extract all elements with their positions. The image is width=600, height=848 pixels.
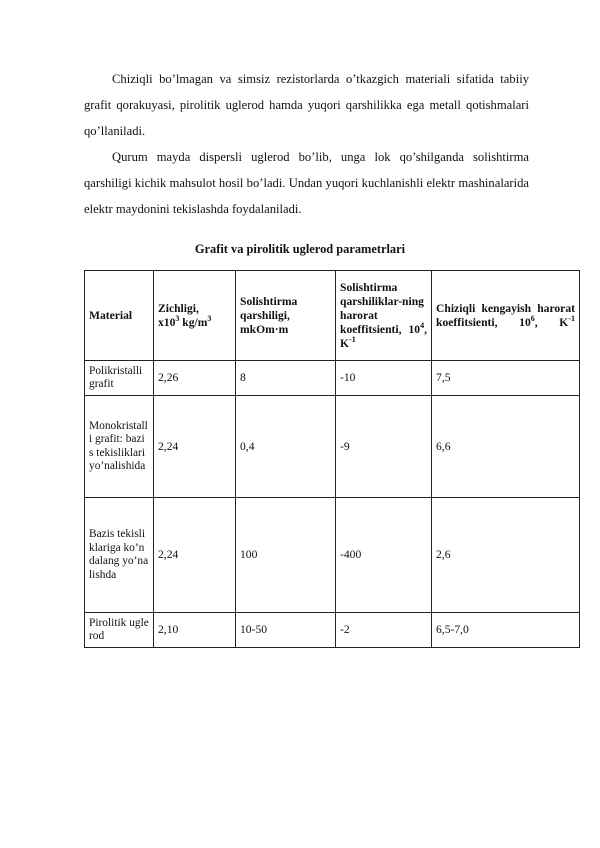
- header-temp-coef-unit-exp: 4: [420, 320, 425, 330]
- header-resistivity: Solishtirma qarshiligi, mkOm·m: [236, 271, 336, 361]
- header-density-unit-exp2: 3: [207, 313, 212, 323]
- header-temp-coef-unit-exp2: -1: [349, 334, 356, 344]
- cell-expansion: 6,6: [432, 396, 580, 498]
- header-density-unit-a: x10: [158, 315, 176, 329]
- header-density: [154, 271, 236, 361]
- table-header-row: [85, 271, 580, 361]
- cell-material: Polikristalli grafit: [85, 361, 154, 396]
- paragraph-1: [84, 66, 529, 144]
- paragraph-1-text: Chiziqli bo’lmagan va simsiz rezistorlarda o’tkazgich materiali sifatida tabiiy grafit qorakuyasi, pirolitik uglerod hamda yuqori qarshilikka ega metall qotishmalari qo’llaniladi.: [84, 72, 529, 138]
- paragraph-2-text: Qurum mayda dispersli uglerod bo’lib, unga lok qo’shilganda solishtirma qarshiligi kichik mahsulot hosil bo’ladi. Undan yuqori kuchlanishli elektr mashinalarida elektr maydonini tekislashda foydalaniladi.: [84, 150, 529, 216]
- cell-resistivity: 100: [236, 498, 336, 613]
- cell-density: 2,24: [154, 498, 236, 613]
- cell-expansion: 6,5-7,0: [432, 613, 580, 648]
- cell-resistivity: 0,4: [236, 396, 336, 498]
- cell-density: 2,26: [154, 361, 236, 396]
- cell-material: Monokristalli grafit: bazis tekisliklari yo’nalishida: [85, 396, 154, 498]
- cell-density: 2,10: [154, 613, 236, 648]
- cell-temp-coef: -10: [336, 361, 432, 396]
- header-expansion-unit-exp2: -1: [568, 313, 575, 323]
- header-expansion-unit-exp: 6: [530, 313, 535, 323]
- header-temp-coef-label: Solishtirma qarshiliklar-ning harorat koeffitsienti,: [340, 280, 424, 336]
- cell-temp-coef: -2: [336, 613, 432, 648]
- cell-temp-coef: -400: [336, 498, 432, 613]
- paragraph-2: [84, 144, 529, 222]
- header-expansion-unit-b: , K: [534, 315, 569, 329]
- cell-resistivity: 10-50: [236, 613, 336, 648]
- header-density-label: Zichligi,: [158, 301, 199, 315]
- table-title: Grafit va pirolitik uglerod parametrlari: [194, 242, 406, 256]
- table-row: [85, 361, 580, 396]
- header-density-unit-b: kg/m: [179, 315, 208, 329]
- cell-expansion: 2,6: [432, 498, 580, 613]
- table-row: [85, 613, 580, 648]
- header-density-unit-exp: 3: [175, 313, 180, 323]
- parameters-table: [84, 270, 580, 648]
- cell-temp-coef: -9: [336, 396, 432, 498]
- cell-resistivity: 8: [236, 361, 336, 396]
- cell-material: Pirolitik uglerod: [85, 613, 154, 648]
- header-material: Material: [85, 271, 154, 361]
- cell-density: 2,24: [154, 396, 236, 498]
- header-temp-coef-unit-a: 10: [408, 322, 421, 336]
- header-expansion-label: Chiziqli kengayish harorat koeffitsienti,: [436, 301, 575, 329]
- header-expansion: [432, 271, 580, 361]
- table-row: [85, 396, 580, 498]
- header-expansion-unit-a: 10: [519, 315, 531, 329]
- header-temp-coef: [336, 271, 432, 361]
- cell-material: Bazis tekisliklariga ko’ndalang yo’nalishda: [85, 498, 154, 613]
- header-temp-coef-unit-b: , K: [340, 322, 427, 350]
- table-row: [85, 498, 580, 613]
- cell-expansion: 7,5: [432, 361, 580, 396]
